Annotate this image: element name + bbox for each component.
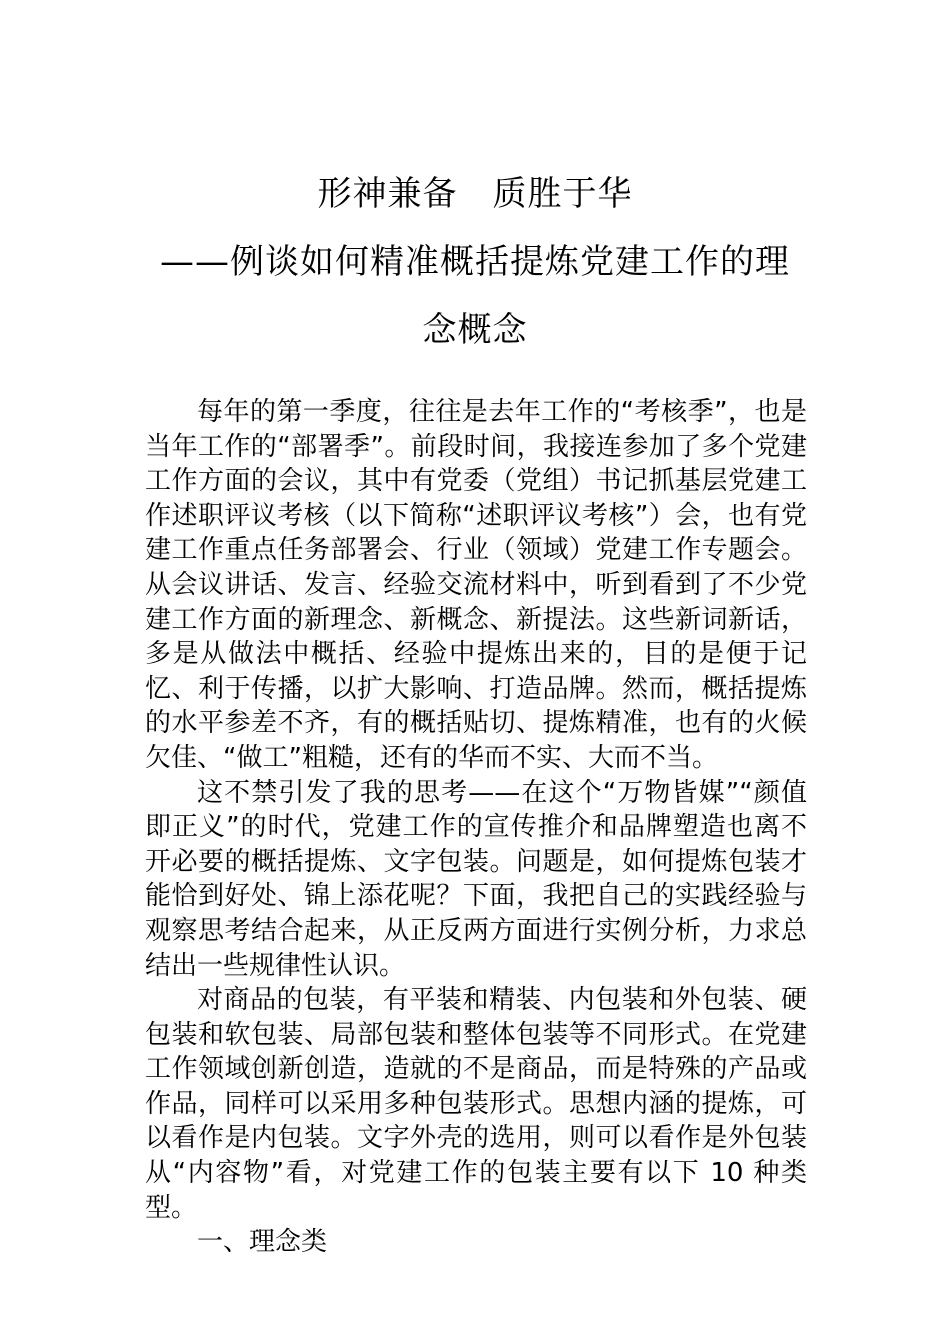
paragraph-3: 对商品的包装，有平装和精装、内包装和外包装、硬包装和软包装、局部包装和整体包装等不同形式。在党建工作领域创新创造，造就的不是商品，而是特殊的产品或作品，同样可以采用多种包装形式。思想内涵的提炼，可以看作是内包装。文字外壳的选用，则可以看作是外包装从“内容物”看，对党建工作的包装主要有以下 10 种类型。 [145,985,807,1223]
paragraph-2: 这不禁引发了我的思考——在这个“万物皆媒”“颜值即正义”的时代，党建工作的宣传推介和品牌塑造也离不开必要的概括提炼、文字包装。问题是，如何提炼包装才能恰到好处、锦上添花呢？下面，我把自己的实践经验与观察思考结合起来，从正反两方面进行实例分析，力求总结出一些规律性认识。 [145,777,807,981]
title-block [0,160,950,364]
section-heading: 一、理念类 [197,1227,328,1258]
page-subtitle-line-1: ——例谈如何精准概括提炼党建工作的理 [160,242,790,282]
page-subtitle-line-2: 念概念 [422,310,528,350]
page-title: 形神兼备 质胜于华 [317,174,633,214]
document-body [145,395,807,1260]
paragraph-1: 每年的第一季度，往往是去年工作的“考核季”，也是当年工作的“部署季”。前段时间，我接连参加了多个党建工作方面的会议，其中有党委（党组）书记抓基层党建工作述职评议考核（以下简称“述职评议考核”）会，也有党建工作重点任务部署会、行业（领域）党建工作专题会。从会议讲话、发言、经验交流材料中，听到看到了不少党建工作方面的新理念、新概念、新提法。这些新词新话，多是从做法中概括、经验中提炼出来的，目的是便于记忆、利于传播，以扩大影响、打造品牌。然而，概括提炼的水平参差不齐，有的概括贴切、提炼精准，也有的火候欠佳、“做工”粗糙，还有的华而不实、大而不当。 [145,397,807,773]
